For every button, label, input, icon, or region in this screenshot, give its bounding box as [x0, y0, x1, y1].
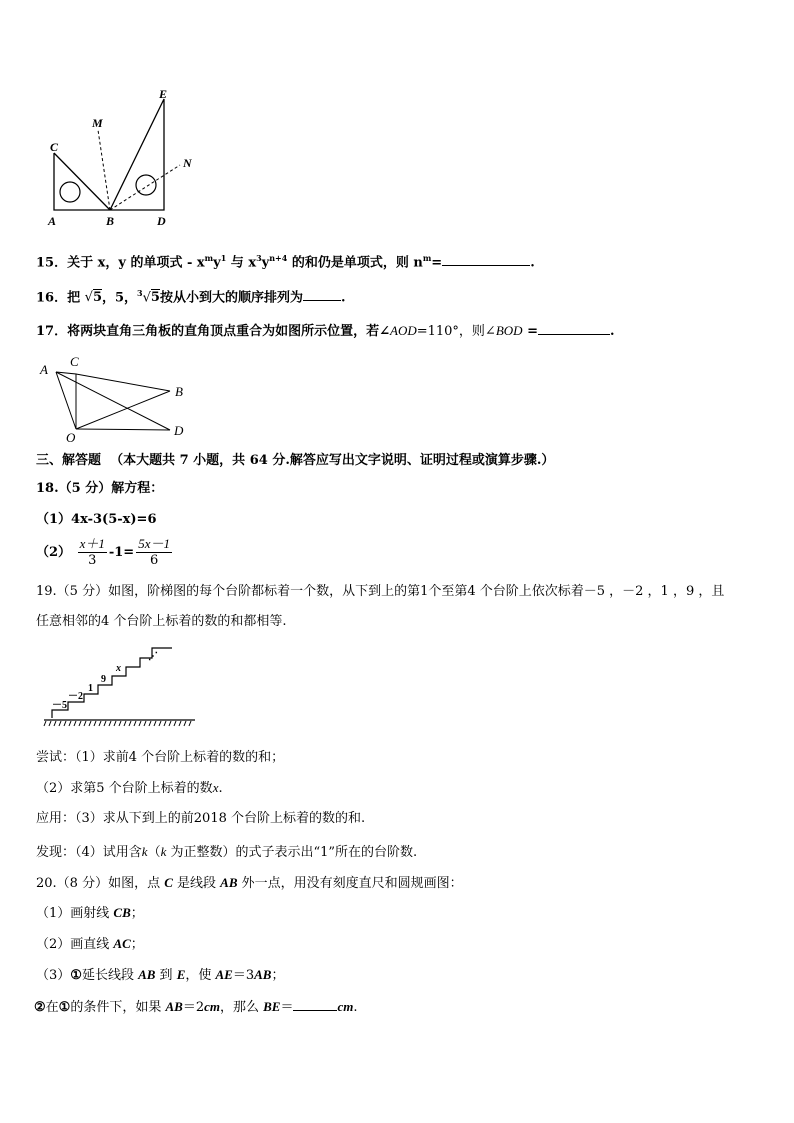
- question-19-line1: 19.（5 分）如图，阶梯图的每个台阶都标着一个数，从下到上的第1个至第4 个台阶上依次标着－5 ，－2 ，1 ，9 ，且: [36, 584, 725, 599]
- question-20-part1: （1）画射线 CB；: [36, 905, 144, 921]
- answer-blank-17[interactable]: [538, 322, 610, 335]
- ground-hatch: [44, 721, 191, 726]
- question-18-title: 18.（5 分）解方程：: [36, 481, 164, 496]
- fraction-2: $\frac{5x-1}{6}$: [138, 536, 170, 568]
- label-m: M: [92, 116, 103, 130]
- question-19-find: 发现：（4）试用含k（k 为正整数）的式子表示出“1”所在的台阶数.: [36, 844, 418, 860]
- question-18-part2: （2） $\frac{x+1}{3}$ -1= $\frac{5x-1}{6}$: [36, 536, 170, 568]
- label-c2: C: [70, 354, 79, 369]
- label-n: N: [183, 156, 192, 170]
- question-15: 15．关于 x，y 的单项式 - $x^my^1$ 与 $x^3y^{n+4}$ 的和仍是单项式，则 $n^m=$ .: [36, 253, 535, 271]
- question-16: 16．把 √5，5，$^3$√5按从小到大的顺序排列为 .: [36, 284, 346, 307]
- ray-bm: [98, 130, 110, 210]
- label-e: E: [159, 87, 168, 101]
- triangle-bde: [110, 99, 164, 210]
- figure-staircase: [40, 640, 200, 730]
- section-heading-3: 三、解答题 （本大题共 7 小题，共 64 分.解答应写出文字说明、证明过程或演算步骤.）: [36, 453, 555, 468]
- sqrt-5: √5: [84, 290, 102, 306]
- cube-root-5: $^3$√5: [137, 288, 160, 306]
- question-19-try1: 尝试：（1）求前4 个台阶上标着的数的和；: [36, 750, 285, 765]
- hole-circle-left: [60, 182, 80, 202]
- question-20-part2: （2）画直线 AC；: [36, 936, 144, 952]
- fraction-1: $\frac{x+1}{3}$: [79, 536, 105, 568]
- question-18-part1: （1）4x-3(5-x)=6: [36, 512, 157, 527]
- question-19-apply: 应用：（3）求从下到上的前2018 个台阶上标着的数的和.: [36, 811, 366, 826]
- step-label-5: x: [116, 663, 121, 674]
- label-b: B: [106, 214, 115, 228]
- step-label-4: 9: [101, 674, 106, 685]
- label-b2: B: [175, 384, 183, 399]
- step-label-2: －2: [68, 691, 83, 702]
- answer-blank-20[interactable]: [293, 998, 337, 1011]
- figure-triangles-mn: [40, 85, 210, 235]
- question-17: 17．将两块直角三角板的直角顶点重合为如图所示位置，若∠AOD=110°，则∠BOD = .: [36, 323, 615, 339]
- question-20-part3: （3）①延长线段 AB 到 E，使 AE＝3AB；: [36, 967, 285, 983]
- answer-blank-15[interactable]: [442, 253, 530, 266]
- answer-blank-16[interactable]: [303, 288, 341, 301]
- label-d: D: [157, 214, 166, 228]
- label-c: C: [50, 140, 59, 154]
- question-20-part4: ②在①的条件下，如果 AB＝2cm，那么 BE＝ cm.: [34, 999, 358, 1015]
- label-d2: D: [174, 423, 184, 438]
- line-od: [76, 429, 170, 430]
- label-a2: A: [40, 362, 48, 377]
- hole-circle-right: [136, 175, 156, 195]
- step-label-1: －5: [52, 700, 67, 711]
- label-a: A: [48, 214, 57, 228]
- label-o2: O: [66, 430, 76, 444]
- staircase-ellipsis: ⋰: [148, 651, 158, 662]
- question-19-line2: 任意相邻的4 个台阶上标着的数的和都相等.: [36, 614, 287, 629]
- line-cb: [76, 374, 170, 391]
- question-19-try2: （2）求第5 个台阶上标着的数x.: [36, 780, 223, 796]
- figure-triangles-aob: [36, 352, 196, 444]
- step-label-3: 1: [88, 683, 93, 694]
- question-20-title: 20.（8 分）如图，点 C 是线段 AB 外一点，用没有刻度直尺和圆规画图：: [36, 875, 463, 891]
